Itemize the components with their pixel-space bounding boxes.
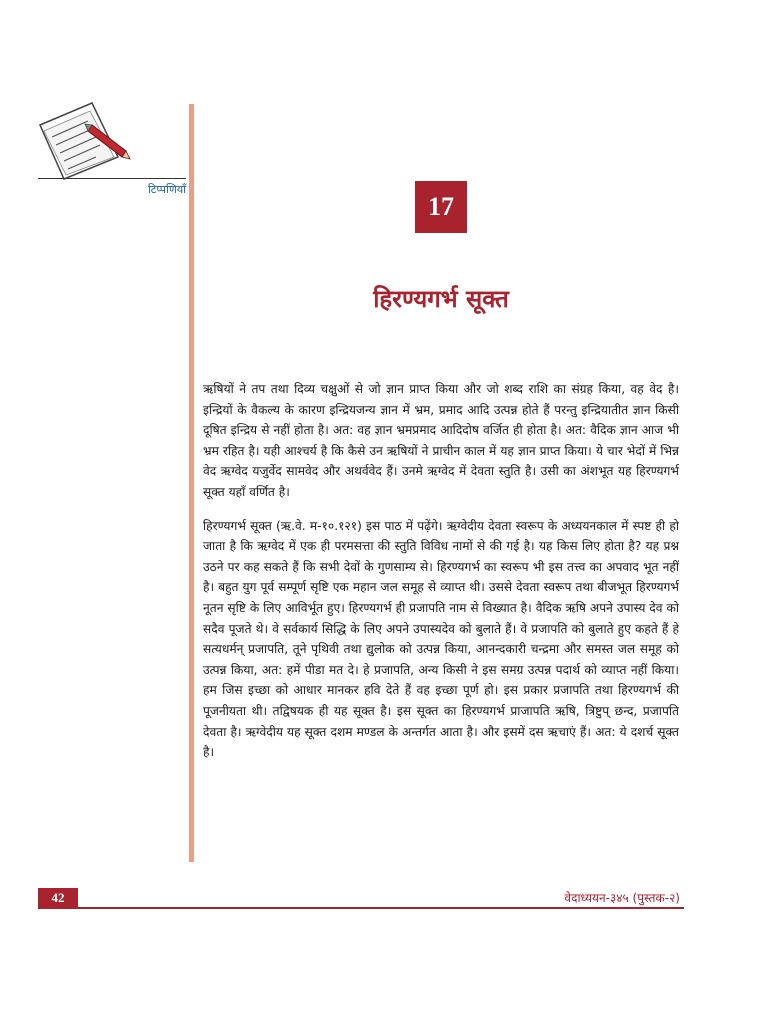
chapter-number: 17 [415,181,467,233]
paragraph: हिरण्यगर्भ सूक्त (ऋ.वे. म-१०.१२१) इस पाठ में पढ़ेंगे। ऋग्वेदीय देवता स्वरूप के अध्ययनकाल में स्पष्ट ही हो जाता है कि ऋग्वेद में एक ही परमसत्ता की स्तुति विविध नामों से की गई है। यह किस लिए होता है? यह प्रश्न उठने पर कह सकते हैं कि सभी देवों के गुणसाम्य से। हिरण्यगर्भ का स्वरूप भी इस तत्त्व का अपवाद भूत नहीं है। बहुत युग पूर्व सम्पूर्ण सृष्टि एक महान जल समूह से व्याप्त थी। उससे देवता स्वरूप तथा बीजभूत हिरण्यगर्भ नूतन सृष्टि के लिए आविर्भूत हुए। हिरण्यगर्भ ही प्रजापति नाम से विख्यात है। वैदिक ऋषि अपने उपास्य देव को सदैव पूजते थे। वे सर्वकार्य सिद्धि के लिए अपने उपास्यदेव को बुलाते हैं। वे प्रजापति को बुलाते हुए कहते हैं हे सत्यधर्मन् प्रजापति, तूने पृथिवी तथा द्युलोक को उत्पन्न किया, आनन्दकारी चन्द्रमा और समस्त जल समूह को उत्पन्न किया, अत: हमें पीडा मत दे। हे प्रजापति, अन्य किसी ने इस समग्र उत्पन्न पदार्थ को व्याप्त नहीं किया। हम जिस इच्छा को आधार मानकर हवि देते हैं वह इच्छा पूर्ण हो। इस प्रकार प्रजापति तथा हिरण्यगर्भ की पूजनीयता थी। तद्विषयक ही यह सूक्त है। इस सूक्त का हिरण्यगर्भ प्राजापति ऋषि, त्रिष्टुप् छन्द, प्रजापति देवता है। ऋग्वेदीय यह सूक्त दशम मण्डल के अन्तर्गत आता है। और इसमें दस ऋचाएं हैं। अत: ये दशर्च सूक्त है। [203,518,679,760]
footer-book-title: वेदाध्ययन-३४५ (पुस्तक-२) [564,891,680,905]
page-number: 42 [38,888,78,908]
notes-pen-icon [30,95,140,185]
footer-rule [38,907,684,909]
chapter-title: हिरण्यगर्भ सूक्त [373,285,509,313]
body-text [203,379,679,776]
margin-rule [189,104,194,862]
sidebar-notes-label: टिप्पणियाँ [38,178,186,197]
paragraph: ऋषियों ने तप तथा दिव्य चक्षुओं से जो ज्ञान प्राप्त किया और जो शब्द राशि का संग्रह किया, वह वेद है। इन्द्रियों के वैकल्य के कारण इन्द्रियजन्य ज्ञान में भ्रम, प्रमाद आदि उत्पन्न होते हैं परन्तु इन्द्रियातीत ज्ञान किसी दूषित इन्द्रिय से नहीं होता है। अत: वह ज्ञान भ्रमप्रमाद आदिदोष वर्जित ही होता है। अत: वैदिक ज्ञान आज भी भ्रम रहित है। यही आश्चर्य है कि कैसे उन ऋषियों ने प्राचीन काल में यह ज्ञान प्राप्त किया। ये चार भेदों में भिन्न वेद ऋग्वेद यजुर्वेद सामवेद और अथर्ववेद हैं। उनमे ऋग्वेद में देवता स्तुति है। उसी का अंशभूत यह हिरण्यगर्भ सूक्त यहाँ वर्णित है। [203,382,679,499]
